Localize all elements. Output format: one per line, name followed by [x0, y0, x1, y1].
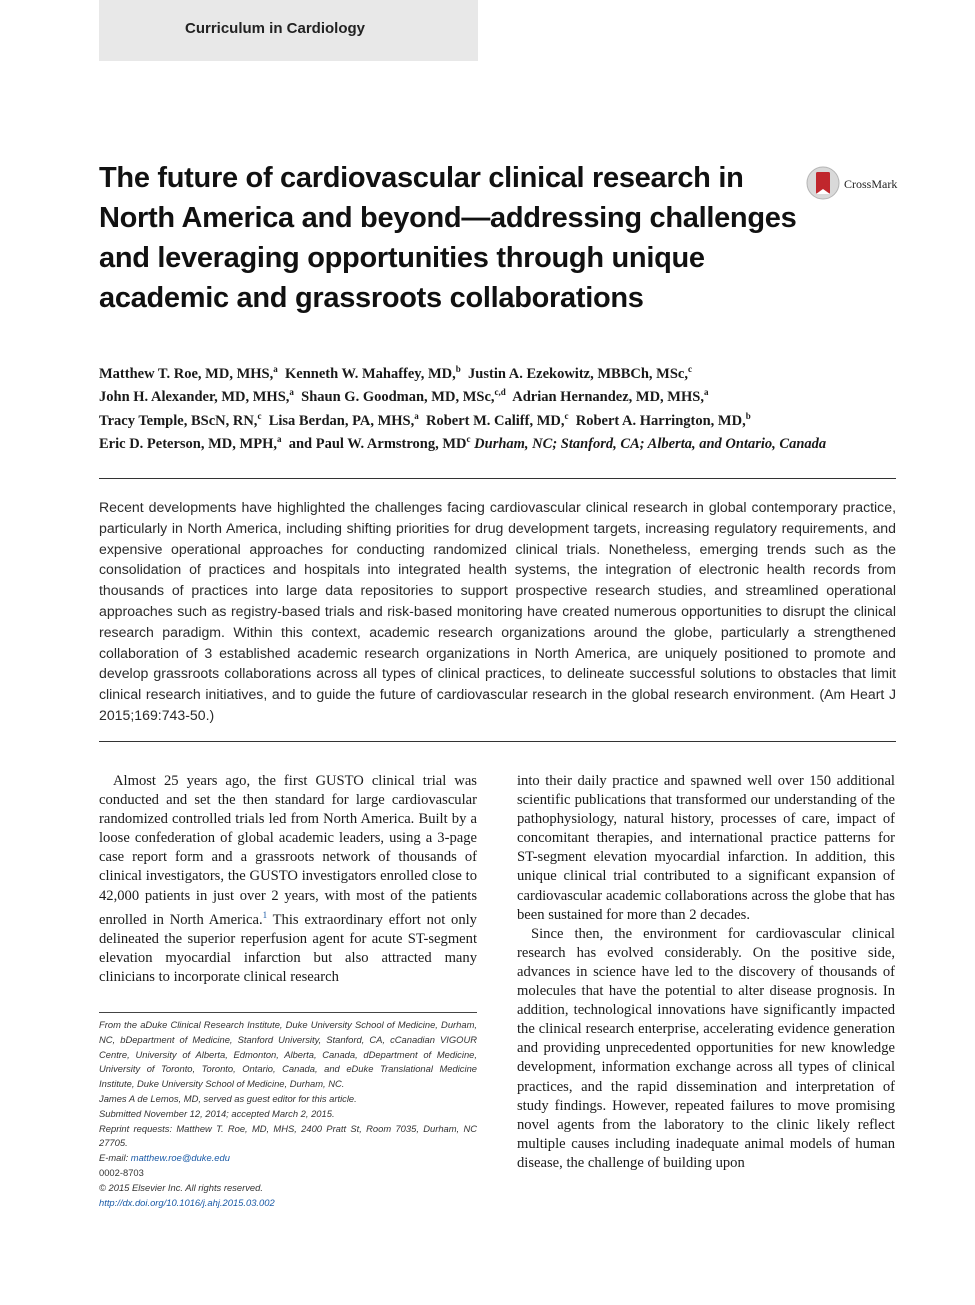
section-label: Curriculum in Cardiology	[185, 20, 366, 37]
author: Shaun G. Goodman, MD, MSc,$^{c,d}$	[301, 387, 506, 406]
author: Robert A. Harrington, MD,$^b$	[575, 410, 751, 429]
author: Kenneth W. Mahaffey, MD,$^b$	[285, 364, 461, 382]
abstract-bottom-rule	[99, 741, 896, 742]
abstract-top-rule	[99, 478, 896, 479]
guest-editor-note: James A de Lemos, MD, served as guest editor for this article.	[99, 1092, 357, 1104]
affiliations-note: From the aDuke Clinical Research Institute, Duke University School of Medicine, Durham, NC, bDepartment of Medicine, Stanford University, Stanford, CA, cCanadian VIGOUR Centre, University of Alberta, Edmonton, Alberta, Canada, dDepartment of Medicine, University of Toronto, Toronto, Ontario, Canada, and eDuke Translational Medicine Institute, Duke University School of Medicine, Durham, NC.	[99, 1019, 477, 1090]
copyright: © 2015 Elsevier Inc. All rights reserved.	[99, 1181, 263, 1193]
author: Adrian Hernandez, MD, MHS,$^a$	[512, 387, 709, 406]
doi-link[interactable]: http://dx.doi.org/10.1016/j.ahj.2015.03.002	[99, 1196, 275, 1208]
crossmark-label: CrossMark	[844, 177, 898, 191]
author-list	[99, 360, 889, 454]
section-tab	[99, 0, 478, 61]
author: and Paul W. Armstrong, $MD^c$	[288, 434, 471, 453]
email-note: E-mail: matthew.roe@duke.edu	[99, 1152, 230, 1164]
body-column-left	[99, 772, 477, 987]
body-paragraph: Since then, the environment for cardiovascular clinical research has evolved considerably. On the positive side, advances in science have led to the discovery of thousands of molecules that have the potential to alter disease prognosis. In addition, technological innovations have significantly impacted the clinical research enterprise, accelerating evidence generation and providing unprecedented opportunities for new knowledge development, information exchange across all types of clinical practices, and the rapid dissemination and interpretation of study findings. However, repeated failures to move promising novel agents from the laboratory to the clinic likely reflect multiple causes including inadequate animal models of human disease, the challenge of building upon	[517, 925, 895, 1171]
author: John H. Alexander, MD, MHS,$^a$	[99, 387, 294, 406]
author: Matthew T. Roe, MD, MHS,$^a$	[99, 364, 278, 382]
submission-dates: Submitted November 12, 2014; accepted March 2, 2015.	[99, 1107, 335, 1119]
body-paragraph: into their daily practice and spawned well over 150 additional scientific publications that transformed our understanding of the pathophysiology, natural history, processes of care, impact of concomitant therapies, and international practice patterns for ST-segment elevation myocardial infarction. In addition, this unique clinical trial contributed to a significant expansion of cardiovascular academic collaborations across the globe that has been sustained for more than 2 decades.	[517, 773, 895, 923]
article-title: The future of cardiovascular clinical research in North America and beyond—addressing challenges and leveraging opportunities through unique academic and grassroots collaborations	[99, 162, 797, 314]
reprint-note: Reprint requests: Matthew T. Roe, MD, MHS, 2400 Pratt St, Room 7035, Durham, NC 27705.	[99, 1122, 477, 1149]
author: Eric D. Peterson, MD, MPH,$^a$	[99, 434, 282, 453]
author: Robert M. Califf, MD,$^c$	[425, 410, 569, 429]
email-link[interactable]: matthew.roe@duke.edu	[130, 1152, 230, 1164]
footnotes	[99, 1018, 477, 1210]
author: Justin A. Ezekowitz, MBBCh, MSc,$^c$	[468, 364, 692, 382]
issn: 0002-8703	[99, 1166, 144, 1178]
reference-link[interactable]: 1	[262, 909, 268, 920]
crossmark-icon	[806, 165, 840, 201]
crossmark-badge[interactable]	[806, 165, 906, 201]
footnote-rule	[99, 1012, 477, 1013]
author: Lisa Berdan, PA, MHS,$^a$	[268, 410, 419, 429]
author-locations: Durham, NC; Stanford, CA; Alberta, and Ontario, Canada	[474, 436, 827, 453]
body-column-right	[517, 772, 895, 1173]
body-paragraph: Almost 25 years ago, the first GUSTO clinical trial was conducted and set the then standard for large cardiovascular randomized controlled trials led from North America. Built by a loose confederation of global academic leaders, using a 3-page case report form and a grassroots network of thousands of clinical investigators, the GUSTO investigators enrolled close to 42,000 patients in just over 2 years, with most of the patients enrolled in North America.$^1$ This extraordinary effort not only delineated the superior reperfusion agent for acute ST-segment elevation myocardial infarction but also attracted many clinicians to incorporate clinical research	[99, 773, 477, 985]
abstract: Recent developments have highlighted the challenges facing cardiovascular clinical research in global contemporary practice, particularly in North America, including shifting priorities for drug development targets, increasing regulatory requirements, and expensive operational approaches for conducting randomized clinical trials. Nonetheless, emerging trends such as the consolidation of practices and hospitals into integrated health systems, the integration of electronic health records from thousands of practices into large data repositories to support prospective research studies, and streamlined operational approaches such as registry-based trials and risk-based monitoring have created numerous opportunities to disrupt the clinical research paradigm. Within this context, academic research organizations around the globe, particularly a strengthened collaboration of 3 established academic research organizations in North America, are uniquely positioned to promote and develop grassroots collaborations across all types of clinical practices, to delineate successful solutions to obstacles that limit clinical research initiatives, and to guide the future of cardiovascular research in the global research environment. (Am Heart J 2015;169:743-50.)	[99, 499, 896, 723]
author: Tracy Temple, BScN, RN,$^c$	[99, 410, 262, 429]
